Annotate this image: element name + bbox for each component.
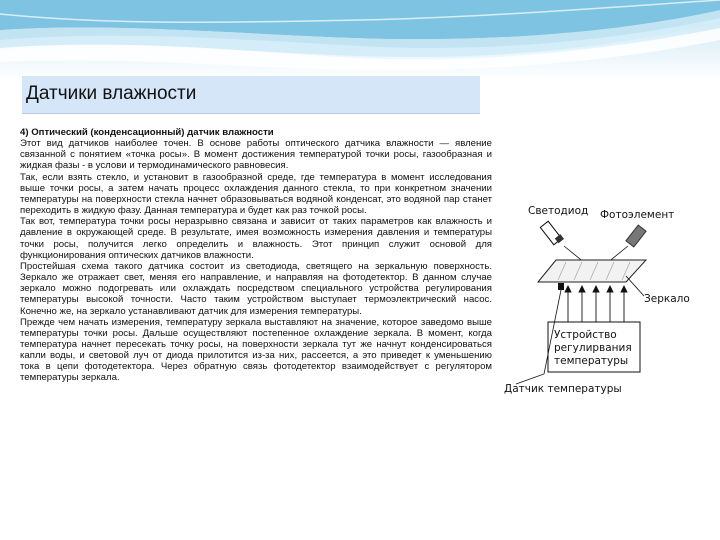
section-heading: 4) Оптический (конденсационный) датчик влажности <box>20 127 274 138</box>
paragraph: Так вот, температура точки росы неразрывно связана и зависит от таких параметров как влажность и давление в окружающей среде. В результате, имея возможность измерения давления и температуры точки росы, получится легко определить и влажность. Этот принцип служит основой для функционирования оптических датчиков влажности. <box>20 216 492 261</box>
photo-element-label: Фотоэлемент <box>600 209 675 221</box>
photo-element-icon <box>626 225 646 247</box>
paragraph: Прежде чем начать измерения, температуру зеркала выставляют на значение, которое заведомо выше температуры точки росы. Дальше осуществляют постепенное охлаждение зеркала. В момент, когда температура начнет пересекать точку росы, на поверхности зеркала тут же начнут конденсироваться капли воды, и световой луч от диода прилотится из-за них, рассеется, а это приведет к уменьшению тока в цепи фотодетектора. Через обратную связь фотодетектор взаимодействует с регулятором температуры зеркала. <box>20 316 492 384</box>
mirror-label: Зеркало <box>644 293 690 305</box>
paragraph: Так, если взять стекло, и установит в газообразной среде, где температура в момент исследования выше точки росы, а затем начать процесс охлаждения данного стекла, то при конкретном значении температуры на поверхности стекла начнет образовываться водяной конденсат, это водяной пар станет переходить в жидкую фазу. Данная температура и будет как раз точкой росы. <box>20 171 492 217</box>
device-label-line2: регулирвания <box>554 342 632 354</box>
device-label-line1: Устройство <box>554 329 617 341</box>
mirror-icon <box>538 260 646 282</box>
heat-arrows-icon <box>565 286 627 322</box>
body-text <box>20 127 492 384</box>
temperature-sensor-icon <box>558 283 564 290</box>
paragraph: Этот вид датчиков наиболее точен. В основе работы оптического датчика влажности — явление связанной с понятием «точка росы». В момент достижения температурой точки росы, газообразная и жидкая фазы - в услови и термодинамического равновесия. <box>20 138 492 172</box>
device-label-line3: температуры <box>554 355 629 367</box>
temperature-sensor-label: Датчик температуры <box>504 383 622 395</box>
mirror-leader-line <box>626 276 644 296</box>
page-title: Датчики влажности <box>26 83 197 104</box>
paragraph: Простейшая схема такого датчика состоит из светодиода, светящего на зеркальную поверхность. Зеркало же отражает свет, меняя его направление, и направляя на фотодетектор. В данном случае зеркало можно подогревать или охлаждать посредством специального устройства регулирования температуры высокой точности. Часто таким устройством выступает термоэлектрический насос. Конечно же, на зеркало устанавливают датчик для измерения температуры. <box>20 260 492 317</box>
title-banner <box>22 76 480 114</box>
led-icon <box>540 221 564 244</box>
led-label: Светодиод <box>528 205 589 217</box>
decorative-wave-header <box>0 0 720 80</box>
sensor-diagram <box>498 196 712 402</box>
